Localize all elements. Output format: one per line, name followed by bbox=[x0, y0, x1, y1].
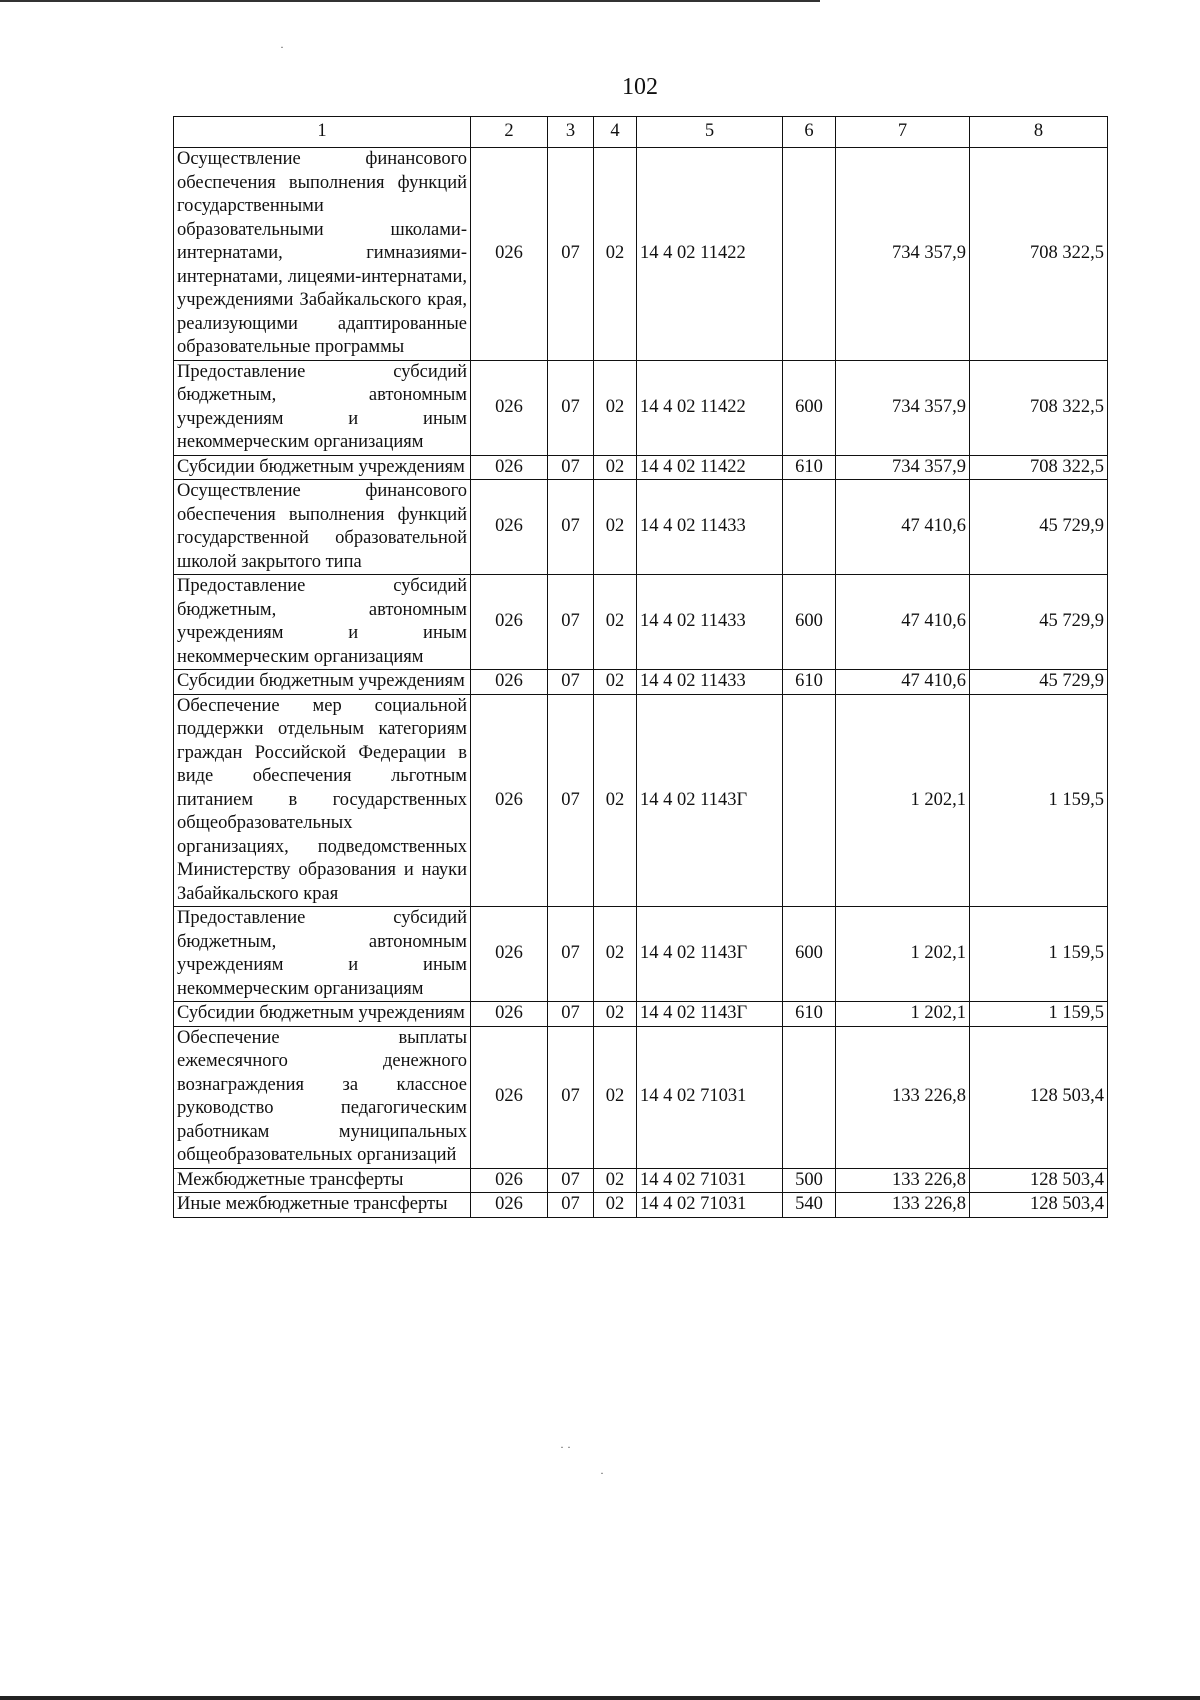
row-name: Предоставление субсидий бюджетным, автономным учреждениям и иным некоммерческим организациям bbox=[174, 360, 471, 455]
row-subsection: 02 bbox=[594, 694, 637, 907]
row-target-article: 14 4 02 11422 bbox=[637, 148, 783, 361]
table-row bbox=[174, 1193, 1108, 1218]
scan-speck: · bbox=[280, 40, 284, 54]
row-section: 07 bbox=[548, 1026, 594, 1168]
row-ministry-code: 026 bbox=[471, 455, 548, 480]
row-subsection: 02 bbox=[594, 575, 637, 670]
row-expense-type: 610 bbox=[783, 670, 836, 695]
row-amount-year-2: 708 322,5 bbox=[970, 360, 1108, 455]
row-subsection: 02 bbox=[594, 1026, 637, 1168]
row-amount-year-2: 45 729,9 bbox=[970, 575, 1108, 670]
row-amount-year-2: 128 503,4 bbox=[970, 1168, 1108, 1193]
column-number-row bbox=[174, 117, 1108, 148]
row-amount-year-1: 133 226,8 bbox=[836, 1168, 970, 1193]
row-amount-year-2: 708 322,5 bbox=[970, 455, 1108, 480]
row-amount-year-1: 1 202,1 bbox=[836, 694, 970, 907]
row-target-article: 14 4 02 71031 bbox=[637, 1168, 783, 1193]
row-subsection: 02 bbox=[594, 480, 637, 575]
column-header: 8 bbox=[970, 117, 1108, 148]
row-ministry-code: 026 bbox=[471, 1193, 548, 1218]
row-amount-year-2: 128 503,4 bbox=[970, 1193, 1108, 1218]
table-row bbox=[174, 148, 1108, 361]
row-subsection: 02 bbox=[594, 907, 637, 1002]
row-name: Межбюджетные трансферты bbox=[174, 1168, 471, 1193]
row-ministry-code: 026 bbox=[471, 575, 548, 670]
row-section: 07 bbox=[548, 907, 594, 1002]
row-subsection: 02 bbox=[594, 1002, 637, 1027]
row-section: 07 bbox=[548, 1168, 594, 1193]
row-name: Субсидии бюджетным учреждениям bbox=[174, 1002, 471, 1027]
row-section: 07 bbox=[548, 455, 594, 480]
row-name: Предоставление субсидий бюджетным, автономным учреждениям и иным некоммерческим организациям bbox=[174, 907, 471, 1002]
row-name: Предоставление субсидий бюджетным, автономным учреждениям и иным некоммерческим организациям bbox=[174, 575, 471, 670]
row-amount-year-1: 47 410,6 bbox=[836, 575, 970, 670]
row-amount-year-1: 734 357,9 bbox=[836, 148, 970, 361]
row-target-article: 14 4 02 1143Г bbox=[637, 694, 783, 907]
row-expense-type bbox=[783, 694, 836, 907]
column-header: 7 bbox=[836, 117, 970, 148]
row-amount-year-2: 45 729,9 bbox=[970, 480, 1108, 575]
row-amount-year-1: 734 357,9 bbox=[836, 360, 970, 455]
row-expense-type: 600 bbox=[783, 360, 836, 455]
table-row bbox=[174, 694, 1108, 907]
row-section: 07 bbox=[548, 575, 594, 670]
row-name: Субсидии бюджетным учреждениям bbox=[174, 670, 471, 695]
scan-speck: · bbox=[600, 1466, 604, 1480]
top-scan-edge bbox=[0, 0, 820, 2]
row-expense-type: 540 bbox=[783, 1193, 836, 1218]
row-ministry-code: 026 bbox=[471, 1168, 548, 1193]
row-subsection: 02 bbox=[594, 455, 637, 480]
row-subsection: 02 bbox=[594, 1193, 637, 1218]
row-subsection: 02 bbox=[594, 360, 637, 455]
row-ministry-code: 026 bbox=[471, 694, 548, 907]
row-amount-year-1: 47 410,6 bbox=[836, 670, 970, 695]
row-name: Осуществление финансового обеспечения выполнения функций государственной образовательной школой закрытого типа bbox=[174, 480, 471, 575]
row-target-article: 14 4 02 11433 bbox=[637, 670, 783, 695]
row-amount-year-1: 1 202,1 bbox=[836, 1002, 970, 1027]
row-name: Осуществление финансового обеспечения выполнения функций государственными образовательными школами-интернатами, гимназиями-интернатами, лицеями-интернатами, учреждениями Забайкальского края, реализующими адаптированные образовательные программы bbox=[174, 148, 471, 361]
row-subsection: 02 bbox=[594, 1168, 637, 1193]
row-target-article: 14 4 02 11433 bbox=[637, 480, 783, 575]
row-subsection: 02 bbox=[594, 148, 637, 361]
table-row bbox=[174, 1026, 1108, 1168]
row-amount-year-1: 133 226,8 bbox=[836, 1193, 970, 1218]
scan-speck: · · bbox=[560, 1440, 571, 1454]
row-target-article: 14 4 02 71031 bbox=[637, 1026, 783, 1168]
row-amount-year-2: 1 159,5 bbox=[970, 1002, 1108, 1027]
row-expense-type bbox=[783, 148, 836, 361]
row-section: 07 bbox=[548, 670, 594, 695]
budget-table bbox=[173, 116, 1108, 1218]
row-name: Субсидии бюджетным учреждениям bbox=[174, 455, 471, 480]
row-section: 07 bbox=[548, 148, 594, 361]
row-subsection: 02 bbox=[594, 670, 637, 695]
column-header: 6 bbox=[783, 117, 836, 148]
row-target-article: 14 4 02 11422 bbox=[637, 455, 783, 480]
row-expense-type bbox=[783, 1026, 836, 1168]
row-amount-year-1: 734 357,9 bbox=[836, 455, 970, 480]
table-row bbox=[174, 575, 1108, 670]
row-target-article: 14 4 02 71031 bbox=[637, 1193, 783, 1218]
column-header: 1 bbox=[174, 117, 471, 148]
row-amount-year-2: 1 159,5 bbox=[970, 907, 1108, 1002]
table-row bbox=[174, 907, 1108, 1002]
row-expense-type: 610 bbox=[783, 455, 836, 480]
row-section: 07 bbox=[548, 1193, 594, 1218]
row-expense-type: 600 bbox=[783, 907, 836, 1002]
row-ministry-code: 026 bbox=[471, 148, 548, 361]
row-ministry-code: 026 bbox=[471, 480, 548, 575]
row-name: Иные межбюджетные трансферты bbox=[174, 1193, 471, 1218]
page-number: 102 bbox=[622, 74, 658, 100]
row-amount-year-2: 128 503,4 bbox=[970, 1026, 1108, 1168]
row-name: Обеспечение мер социальной поддержки отдельным категориям граждан Российской Федерации в виде обеспечения льготным питанием в государственных общеобразовательных организациях, подведомственных Министерству образования и науки Забайкальского края bbox=[174, 694, 471, 907]
row-expense-type: 610 bbox=[783, 1002, 836, 1027]
row-ministry-code: 026 bbox=[471, 1026, 548, 1168]
row-amount-year-1: 1 202,1 bbox=[836, 907, 970, 1002]
row-target-article: 14 4 02 1143Г bbox=[637, 1002, 783, 1027]
row-amount-year-2: 45 729,9 bbox=[970, 670, 1108, 695]
row-amount-year-1: 47 410,6 bbox=[836, 480, 970, 575]
table-row bbox=[174, 480, 1108, 575]
table-row bbox=[174, 455, 1108, 480]
table-row bbox=[174, 360, 1108, 455]
row-expense-type: 500 bbox=[783, 1168, 836, 1193]
row-section: 07 bbox=[548, 360, 594, 455]
row-expense-type bbox=[783, 480, 836, 575]
table-row bbox=[174, 670, 1108, 695]
column-header: 5 bbox=[637, 117, 783, 148]
row-amount-year-2: 1 159,5 bbox=[970, 694, 1108, 907]
column-header: 4 bbox=[594, 117, 637, 148]
row-ministry-code: 026 bbox=[471, 1002, 548, 1027]
row-section: 07 bbox=[548, 694, 594, 907]
table-row bbox=[174, 1002, 1108, 1027]
row-target-article: 14 4 02 11422 bbox=[637, 360, 783, 455]
row-section: 07 bbox=[548, 1002, 594, 1027]
row-expense-type: 600 bbox=[783, 575, 836, 670]
row-section: 07 bbox=[548, 480, 594, 575]
column-header: 3 bbox=[548, 117, 594, 148]
row-ministry-code: 026 bbox=[471, 907, 548, 1002]
row-target-article: 14 4 02 11433 bbox=[637, 575, 783, 670]
row-name: Обеспечение выплаты ежемесячного денежного вознаграждения за классное руководство педагогическим работникам муниципальных общеобразовательных организаций bbox=[174, 1026, 471, 1168]
column-header: 2 bbox=[471, 117, 548, 148]
row-target-article: 14 4 02 1143Г bbox=[637, 907, 783, 1002]
bottom-scan-edge bbox=[0, 1696, 1200, 1700]
row-amount-year-1: 133 226,8 bbox=[836, 1026, 970, 1168]
table-row bbox=[174, 1168, 1108, 1193]
row-amount-year-2: 708 322,5 bbox=[970, 148, 1108, 361]
row-ministry-code: 026 bbox=[471, 360, 548, 455]
row-ministry-code: 026 bbox=[471, 670, 548, 695]
